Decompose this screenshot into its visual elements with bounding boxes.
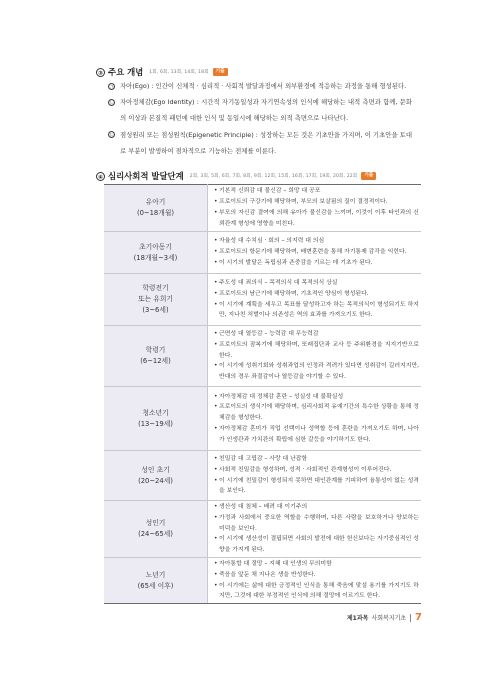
- stage-row: [104, 501, 421, 558]
- section-3-heading: [96, 66, 228, 78]
- concept-item: [108, 78, 412, 94]
- stage-cell: [104, 232, 208, 274]
- bullet-text: 이 시기의 발달은 독립심과 존중감을 기르는 데 기초가 된다.: [219, 259, 373, 266]
- bullet-text: 부모의 자신감 결여에 의해 유아가 불신감을 느끼며, 이것이 이후 타인과의 신뢰관계 형성에 영향을 미친다.: [219, 210, 419, 227]
- page-number: 7: [415, 612, 422, 623]
- bullet-dot-icon: •: [214, 582, 218, 589]
- bullet-dot-icon: •: [214, 560, 218, 567]
- section-4-years: 2회, 3회, 5회, 6회, 7회, 8회, 9회, 12회, 15회, 16회, 17회, 19회, 20회, 22회: [189, 174, 358, 179]
- section-4-title: 심리사회적 발달단계: [108, 171, 184, 181]
- stage-age: (24~65세): [138, 529, 173, 538]
- section-4-heading: [96, 170, 376, 182]
- stage-description: [208, 557, 422, 603]
- bullet-item: [214, 570, 419, 581]
- bullet-text: 근면성 대 열등감 – 능력감 대 무능력감: [219, 331, 319, 337]
- bullet-item: [214, 454, 419, 465]
- stage-row: [104, 232, 421, 274]
- concept-text: 자아정체감(Ego Identity) : 시간적 자기동일성과 자기연속성의 인식에 해당하는 내적 측면과 함께, 문화의 이상과 본질적 패턴에 대한 인식 및 동일시에 해당하는 외적 측면으로 나타난다.: [120, 98, 412, 123]
- concept-item: [108, 127, 412, 159]
- stage-age: (13~19세): [138, 419, 173, 428]
- bullet-item: [214, 402, 419, 424]
- bullet-dot-icon: •: [214, 466, 218, 473]
- page-footer: [347, 612, 422, 623]
- bullet-text: 이 시기에 친밀감이 형성되지 못하면 대인관계를 기피하여 융통성이 없는 성격을 보인다.: [219, 477, 419, 495]
- bullet-text: 가정과 사회에서 중요한 역할을 수행하며, 다른 사람을 보호하거나 양보하는 미덕을 보인다.: [219, 514, 419, 532]
- stage-row: [104, 387, 421, 451]
- stage-name: 학령기: [145, 346, 166, 354]
- stage-name: 또는 유희기: [138, 295, 173, 303]
- stage-cell: [104, 274, 208, 326]
- bullet-dot-icon: •: [214, 290, 218, 297]
- bullet-item: [214, 289, 419, 300]
- stage-description: [208, 274, 422, 326]
- stage-name: 청소년기: [142, 408, 169, 417]
- stage-description: [208, 232, 422, 274]
- bullet-item: [214, 247, 419, 258]
- concept-number: ㉠: [109, 84, 114, 90]
- stage-name: 유아기: [145, 198, 166, 206]
- stage-name: 성인기: [145, 518, 166, 527]
- stage-cell: [104, 451, 208, 501]
- bullet-dot-icon: •: [214, 331, 218, 337]
- bullet-item: [214, 513, 419, 535]
- bullet-text: 자아통합 대 절망 – 지혜 대 인생의 무의미함: [219, 560, 332, 567]
- stage-description: [208, 185, 422, 232]
- stage-age: (65세 이후): [137, 581, 174, 590]
- bullet-text: 프로이트의 남근기에 해당하며, 기초적인 양심이 형성된다.: [219, 290, 369, 297]
- stage-age: (20~24세): [138, 476, 173, 485]
- stage-age: (6~12세): [140, 357, 171, 365]
- section-4-number: ④: [97, 173, 104, 181]
- stage-description: [208, 501, 422, 558]
- bullet-text: 죽음을 앞둔 채 지나온 생을 반성한다.: [219, 571, 316, 578]
- bullet-dot-icon: •: [214, 188, 218, 195]
- stage-age: (3~6세): [142, 306, 169, 314]
- bullet-text: 자아정체감 혼미가 직업 선택이나 성역할 등에 혼란을 가져오기도 하며, 나아가 인생관과 가치관의 확립에 심한 갈등을 야기하기도 한다.: [219, 425, 419, 443]
- bullet-item: [214, 534, 419, 556]
- bullet-text: 주도성 대 죄의식 – 목적의식 대 목적의식 상실: [219, 279, 338, 286]
- bullet-dot-icon: •: [214, 279, 218, 286]
- concept-number: ㉢: [109, 133, 114, 139]
- bullet-dot-icon: •: [214, 536, 218, 543]
- bullet-item: [214, 258, 419, 269]
- stage-name: 노년기: [145, 570, 166, 579]
- bullet-item: [214, 392, 419, 403]
- bullet-dot-icon: •: [214, 514, 218, 521]
- bullet-dot-icon: •: [214, 259, 218, 266]
- stage-age: (0~18개월): [136, 209, 175, 217]
- stage-cell: [104, 557, 208, 603]
- bullet-item: [214, 236, 419, 247]
- stage-age: (18개월~3세): [133, 253, 178, 262]
- stage-description: [208, 387, 422, 451]
- bullet-dot-icon: •: [214, 341, 218, 348]
- bullet-item: [214, 208, 419, 230]
- bullet-text: 자아정체감 대 정체감 혼란 – 성실성 대 불확실성: [219, 393, 344, 400]
- exam-tag: 기출: [361, 172, 376, 180]
- bullet-item: [214, 300, 419, 322]
- bullet-dot-icon: •: [214, 571, 218, 578]
- bullet-dot-icon: •: [214, 210, 218, 216]
- concept-list: [108, 78, 412, 159]
- bullet-text: 이 시기에 성취기회와 성취과업의 인정과 격려가 있다면 성취감이 길러지지만, 반대의 경우 좌절감이나 열등감을 야기할 수 있다.: [219, 363, 419, 381]
- bullet-item: [214, 186, 419, 197]
- bullet-text: 이 시기에 계획을 세우고 목표를 달성하고자 하는 목적의식이 형성되기도 하지만, 지나친 처벌이나 의존성은 역의 효과를 가져오기도 한다.: [219, 301, 419, 319]
- concept-item: [108, 94, 412, 126]
- bullet-dot-icon: •: [214, 455, 218, 462]
- bullet-dot-icon: •: [214, 238, 218, 245]
- bullet-dot-icon: •: [214, 404, 218, 411]
- stage-name: 학령전기: [142, 284, 169, 292]
- stage-description: [208, 451, 422, 501]
- stage-row: [104, 557, 421, 603]
- bullet-text: 기본적 신뢰감 대 불신감 – 희망 대 공포: [219, 188, 321, 195]
- footer-chapter: 제1과목: [346, 615, 369, 622]
- bullet-text: 이 시기에는 삶에 대한 긍정적인 인식을 통해 죽음에 맞설 용기를 가지기도 하지만, 그것에 대한 부정적인 인식에 의해 절망에 이르기도 한다.: [219, 582, 419, 600]
- bullet-text: 프로이트의 잠복기에 해당하며, 또래집단과 교사 등 주위환경을 지지기반으로 한다.: [219, 341, 419, 359]
- bullet-dot-icon: •: [214, 393, 218, 400]
- bullet-text: 프로이트의 구강기에 해당하며, 부모의 보살핌의 질이 결정적이다.: [219, 199, 388, 206]
- stage-cell: [104, 185, 208, 232]
- bullet-dot-icon: •: [214, 425, 218, 432]
- stage-row: [104, 451, 421, 501]
- bullet-item: [214, 424, 419, 446]
- bullet-text: 프로이트의 항문기에 해당하며, 배변훈련을 통해 자기통제 감각을 익힌다.: [219, 249, 407, 256]
- stage-cell: [104, 326, 208, 387]
- bullet-text: 프로이트의 생식기에 해당하며, 심리사회적 유예기간의 특수한 상황을 통해 정체감을 형성한다.: [219, 404, 419, 422]
- concept-text: 점성원리 또는 점성원칙(Epigenetic Principle) : 성장하는 모든 것은 기초안을 가지며, 이 기초안을 토대로 부분이 발생하여 점차적으로 기능하는 전체를 이룬다.: [120, 130, 412, 155]
- stage-name: 초기아동기: [139, 242, 172, 251]
- bullet-text: 사회적 친밀감을 형성하며, 성적 · 사회적인 관계형성이 이루어진다.: [219, 466, 392, 473]
- footer-subject: 사회복지기초: [371, 615, 407, 622]
- stage-cell: [104, 501, 208, 558]
- bullet-text: 생산성 대 침체 – 배려 대 이기주의: [219, 504, 308, 510]
- bullet-item: [214, 278, 419, 289]
- bullet-item: [214, 340, 419, 362]
- bullet-dot-icon: •: [214, 249, 218, 256]
- section-3-years: 1회, 6회, 13회, 14회, 18회: [149, 70, 209, 75]
- bullet-item: [214, 476, 419, 498]
- concept-text: 자아(Ego) : 인간이 신체적 · 심리적 · 사회적 발달과정에서 외부환경에 적응하는 과정을 통해 형성된다.: [120, 82, 407, 90]
- bullet-text: 친밀감 대 고립감 – 사랑 대 난잡함: [219, 455, 308, 462]
- stage-name: 성인 초기: [141, 465, 170, 474]
- bullet-item: [214, 465, 419, 476]
- bullet-dot-icon: •: [214, 504, 218, 510]
- bullet-item: [214, 559, 419, 570]
- bullet-dot-icon: •: [214, 477, 218, 484]
- stage-description: [208, 326, 422, 387]
- bullet-text: 자율성 대 수치심 · 회의 – 의지력 대 의심: [219, 238, 325, 245]
- bullet-text: 이 시기에 생산성이 결핍되면 사회의 발전에 대한 헌신보다는 자기중심적인 성향을 가지게 된다.: [219, 536, 419, 554]
- stages-table-body: [104, 185, 421, 604]
- bullet-item: [214, 581, 419, 603]
- stage-row: [104, 326, 421, 387]
- development-stages-table: [104, 184, 421, 604]
- exam-tag: 기출: [213, 68, 228, 76]
- stage-row: [104, 185, 421, 232]
- section-3-title: 주요 개념: [108, 67, 144, 77]
- bullet-item: [214, 502, 419, 513]
- bullet-item: [214, 361, 419, 383]
- concept-number: ㉡: [109, 100, 114, 106]
- bullet-dot-icon: •: [214, 199, 218, 206]
- bullet-dot-icon: •: [214, 363, 218, 370]
- bullet-dot-icon: •: [214, 301, 218, 308]
- section-3-number: ③: [97, 69, 104, 77]
- bullet-item: [214, 329, 419, 340]
- stage-cell: [104, 387, 208, 451]
- stage-row: [104, 274, 421, 326]
- footer-divider: [410, 614, 411, 622]
- bullet-item: [214, 197, 419, 208]
